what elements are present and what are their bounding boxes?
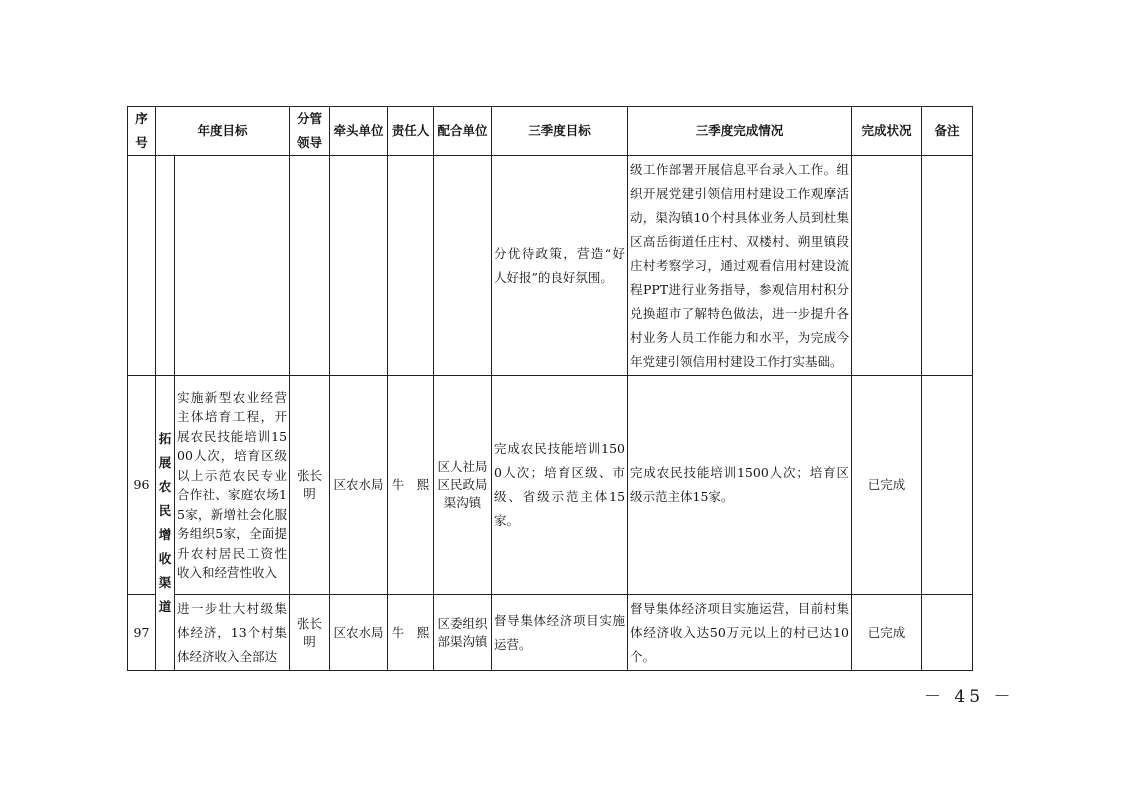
cell-status: 已完成	[852, 376, 922, 595]
page-number: － 45 －	[924, 687, 1015, 707]
work-target-table	[127, 106, 973, 671]
cell-status: 已完成	[852, 595, 922, 671]
table-row	[128, 595, 973, 671]
cell-q3-progress: 完成农民技能培训1500人次；培育区级示范主体15家。	[628, 376, 852, 595]
category-char: 展	[158, 455, 172, 470]
category-char: 拓	[158, 431, 172, 446]
cell-q3-progress: 级工作部署开展信息平台录入工作。组织开展党建引领信用村建设工作观摩活动，渠沟镇10个村具体业务人员到杜集区高岳街道任庄村、双楼村、朔里镇段庄村考察学习，通过观看信用村建设流程PPT进行业务指导，参观信用村积分兑换超市了解特色做法，进一步提升各村业务人员工作能力和水平，为完成今年党建引领信用村建设工作打实基础。	[628, 156, 852, 376]
cell-person: 牛 熙	[388, 595, 434, 671]
header-row	[128, 107, 973, 156]
header-leader: 分管领导	[290, 107, 330, 156]
cell-q3-goal: 分优待政策，营造“好人好报”的良好氛围。	[492, 156, 628, 376]
cell-q3-progress: 督导集体经济项目实施运营，目前村集体经济收入达50万元以上的村已达10个。	[628, 595, 852, 671]
cell-leader: 张长明	[290, 376, 330, 595]
cell-annual-goal: 进一步壮大村级集体经济，13个村集体经济收入全部达	[175, 595, 290, 671]
cell-remark	[922, 376, 973, 595]
header-q3-progress: 三季度完成情况	[628, 107, 852, 156]
header-person: 责任人	[388, 107, 434, 156]
header-q3-goal: 三季度目标	[492, 107, 628, 156]
category-cell	[156, 376, 175, 671]
cell-coop-unit	[434, 156, 492, 376]
cell-seq: 96	[128, 376, 156, 595]
cell-annual-goal	[175, 156, 290, 376]
header-coop-unit: 配合单位	[434, 107, 492, 156]
cell-lead-unit: 区农水局	[330, 376, 388, 595]
header-remark: 备注	[922, 107, 973, 156]
cell-person: 牛 熙	[388, 376, 434, 595]
cell-q3-goal: 督导集体经济项目实施运营。	[492, 595, 628, 671]
cell-coop-unit: 区人社局区民政局渠沟镇	[434, 376, 492, 595]
cell-status	[852, 156, 922, 376]
cell-remark	[922, 156, 973, 376]
cell-lead-unit: 区农水局	[330, 595, 388, 671]
category-char: 收	[158, 551, 172, 566]
cell-q3-goal: 完成农民技能培训1500人次；培育区级、市级、省级示范主体15家。	[492, 376, 628, 595]
category-char: 增	[158, 527, 172, 542]
cell-lead-unit	[330, 156, 388, 376]
header-status: 完成状况	[852, 107, 922, 156]
category-char: 道	[158, 599, 172, 614]
cell-leader	[290, 156, 330, 376]
header-lead-unit: 牵头单位	[330, 107, 388, 156]
cell-person	[388, 156, 434, 376]
cell-leader: 张长明	[290, 595, 330, 671]
header-seq: 序号	[128, 107, 156, 156]
category-char: 民	[158, 503, 172, 518]
cell-annual-goal: 实施新型农业经营主体培育工程，开展农民技能培训1500人次，培育区级以上示范农民专业合作社、家庭农场15家，新增社会化服务组织5家，全面提升农村居民工资性收入和经营性收入	[175, 376, 290, 595]
header-annual-goal: 年度目标	[156, 107, 290, 156]
cell-seq: 97	[128, 595, 156, 671]
category-char: 农	[158, 479, 172, 494]
cell-category	[156, 156, 175, 376]
cell-seq	[128, 156, 156, 376]
cell-coop-unit: 区委组织部渠沟镇	[434, 595, 492, 671]
cell-remark	[922, 595, 973, 671]
table-row-continued	[128, 156, 973, 376]
category-char: 渠	[158, 575, 172, 590]
table-row	[128, 376, 973, 595]
